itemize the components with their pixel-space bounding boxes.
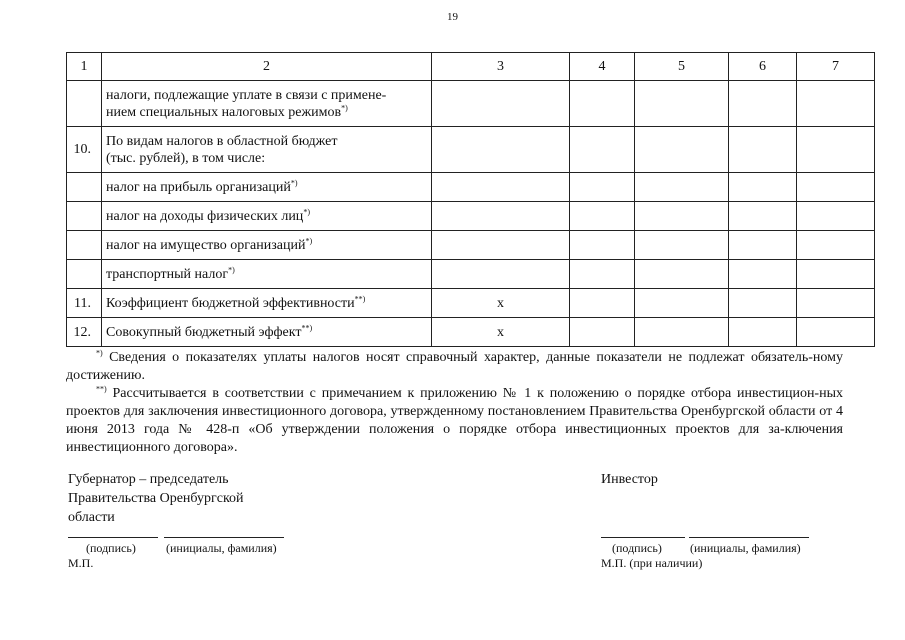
investor-name-line bbox=[689, 537, 809, 538]
indicator-footnote-mark: *) bbox=[341, 102, 348, 112]
value-cell bbox=[729, 318, 797, 347]
footnotes bbox=[66, 349, 843, 457]
indicator-text-line: налог на прибыль организаций bbox=[106, 179, 291, 195]
table-row bbox=[67, 81, 875, 127]
indicator-text-line: Совокупный бюджетный эффект bbox=[106, 324, 302, 340]
indicator-text-line: транспортный налог bbox=[106, 266, 229, 282]
value-cell bbox=[635, 81, 729, 127]
value-cell bbox=[729, 81, 797, 127]
value-cell bbox=[635, 231, 729, 260]
investor-title: Инвестор bbox=[601, 472, 658, 487]
indicator-text-line: Коэффициент бюджетной эффективности bbox=[106, 295, 355, 311]
indicator-cell bbox=[102, 127, 432, 173]
header-cell: 5 bbox=[635, 53, 729, 81]
indicator-cell bbox=[102, 289, 432, 318]
value-cell bbox=[729, 260, 797, 289]
table-row bbox=[67, 318, 875, 347]
value-cell bbox=[570, 202, 635, 231]
footnote-text: Рассчитывается в соответствии с примечанием к приложению № 1 к положению о порядке отбора инвестицион-ных проектов для заключения инвестиционного договора, утвержденному постановлением Правительства Оренбургской области от 4 июня 2013 года № 428-п «Об утверждении положения о порядке отбора инвестиционных проектов для за-ключения инвестиционного договора». bbox=[66, 386, 843, 455]
table-row bbox=[67, 260, 875, 289]
investor-signature-label: (подпись) bbox=[612, 541, 662, 555]
value-cell bbox=[797, 81, 875, 127]
value-cell bbox=[729, 202, 797, 231]
header-cell: 3 bbox=[432, 53, 570, 81]
indicator-text-line: По видам налогов в областной бюджет bbox=[106, 133, 338, 149]
value-cell bbox=[570, 260, 635, 289]
governor-title-line: Правительства Оренбургской bbox=[68, 491, 244, 506]
indicator-footnote-mark: *) bbox=[303, 206, 310, 216]
governor-stamp: М.П. bbox=[68, 556, 94, 570]
header-cell: 2 bbox=[102, 53, 432, 81]
row-number-cell: 10. bbox=[67, 127, 102, 173]
indicator-text-line: нием специальных налоговых режимов bbox=[106, 104, 342, 120]
value-cell bbox=[635, 127, 729, 173]
header-cell: 4 bbox=[570, 53, 635, 81]
indicator-footnote-mark: *) bbox=[228, 264, 235, 274]
governor-title-line: области bbox=[68, 510, 115, 525]
indicator-cell bbox=[102, 318, 432, 347]
governor-signature-line bbox=[68, 537, 158, 538]
investor-signature-line bbox=[601, 537, 685, 538]
header-cell: 1 bbox=[67, 53, 102, 81]
investor-name-label: (инициалы, фамилия) bbox=[690, 541, 801, 555]
value-cell bbox=[570, 127, 635, 173]
value-cell bbox=[729, 289, 797, 318]
indicator-cell bbox=[102, 202, 432, 231]
row-number-cell bbox=[67, 202, 102, 231]
investor-stamp: М.П. (при наличии) bbox=[601, 556, 703, 570]
indicator-text-line: налоги, подлежащие уплате в связи с примене- bbox=[106, 87, 387, 103]
indicator-cell bbox=[102, 231, 432, 260]
footnote-2 bbox=[66, 385, 843, 457]
value-cell bbox=[570, 289, 635, 318]
table-row bbox=[67, 202, 875, 231]
value-cell bbox=[570, 231, 635, 260]
table-row bbox=[67, 231, 875, 260]
table-row bbox=[67, 289, 875, 318]
value-cell: х bbox=[432, 289, 570, 318]
value-cell bbox=[797, 231, 875, 260]
value-cell bbox=[432, 231, 570, 260]
row-number-cell bbox=[67, 81, 102, 127]
indicator-cell bbox=[102, 260, 432, 289]
value-cell bbox=[797, 260, 875, 289]
indicators-table bbox=[66, 52, 875, 347]
row-number-cell: 12. bbox=[67, 318, 102, 347]
indicator-footnote-mark: **) bbox=[301, 322, 313, 332]
value-cell bbox=[635, 318, 729, 347]
footnote-1 bbox=[66, 349, 843, 385]
page-number: 19 bbox=[447, 11, 458, 23]
governor-name-line bbox=[164, 537, 284, 538]
governor-name-label: (инициалы, фамилия) bbox=[166, 541, 277, 555]
row-number-cell bbox=[67, 260, 102, 289]
value-cell bbox=[797, 289, 875, 318]
governor-signature-label: (подпись) bbox=[86, 541, 136, 555]
header-cell: 6 bbox=[729, 53, 797, 81]
value-cell bbox=[797, 173, 875, 202]
value-cell bbox=[432, 81, 570, 127]
indicator-footnote-mark: **) bbox=[354, 293, 366, 303]
value-cell bbox=[635, 173, 729, 202]
value-cell bbox=[797, 202, 875, 231]
table-row bbox=[67, 173, 875, 202]
table-header-row bbox=[67, 53, 875, 81]
indicator-text-line: (тыс. рублей), в том числе: bbox=[106, 150, 266, 166]
value-cell bbox=[432, 127, 570, 173]
indicator-footnote-mark: *) bbox=[290, 177, 298, 187]
governor-title bbox=[68, 470, 244, 527]
value-cell bbox=[570, 173, 635, 202]
value-cell bbox=[729, 127, 797, 173]
footnote-mark: *) bbox=[96, 348, 103, 358]
value-cell bbox=[635, 289, 729, 318]
header-cell: 7 bbox=[797, 53, 875, 81]
governor-title-line: Губернатор – председатель bbox=[68, 472, 229, 487]
table-row bbox=[67, 127, 875, 173]
indicator-footnote-mark: *) bbox=[305, 235, 313, 245]
indicator-cell bbox=[102, 81, 432, 127]
indicator-text-line: налог на доходы физических лиц bbox=[106, 208, 304, 224]
footnote-text: Сведения о показателях уплаты налогов носят справочный характер, данные показатели не подлежат обязатель-ному достижению. bbox=[66, 350, 843, 383]
value-cell bbox=[635, 202, 729, 231]
value-cell bbox=[570, 81, 635, 127]
value-cell bbox=[729, 231, 797, 260]
value-cell: х bbox=[432, 318, 570, 347]
value-cell bbox=[635, 260, 729, 289]
indicator-cell bbox=[102, 173, 432, 202]
value-cell bbox=[570, 318, 635, 347]
value-cell bbox=[432, 173, 570, 202]
value-cell bbox=[797, 318, 875, 347]
value-cell bbox=[432, 260, 570, 289]
row-number-cell bbox=[67, 173, 102, 202]
row-number-cell: 11. bbox=[67, 289, 102, 318]
value-cell bbox=[729, 173, 797, 202]
indicator-text-line: налог на имущество организаций bbox=[106, 237, 306, 253]
footnote-mark: **) bbox=[96, 384, 107, 394]
value-cell bbox=[797, 127, 875, 173]
table-body bbox=[67, 53, 875, 347]
value-cell bbox=[432, 202, 570, 231]
row-number-cell bbox=[67, 231, 102, 260]
